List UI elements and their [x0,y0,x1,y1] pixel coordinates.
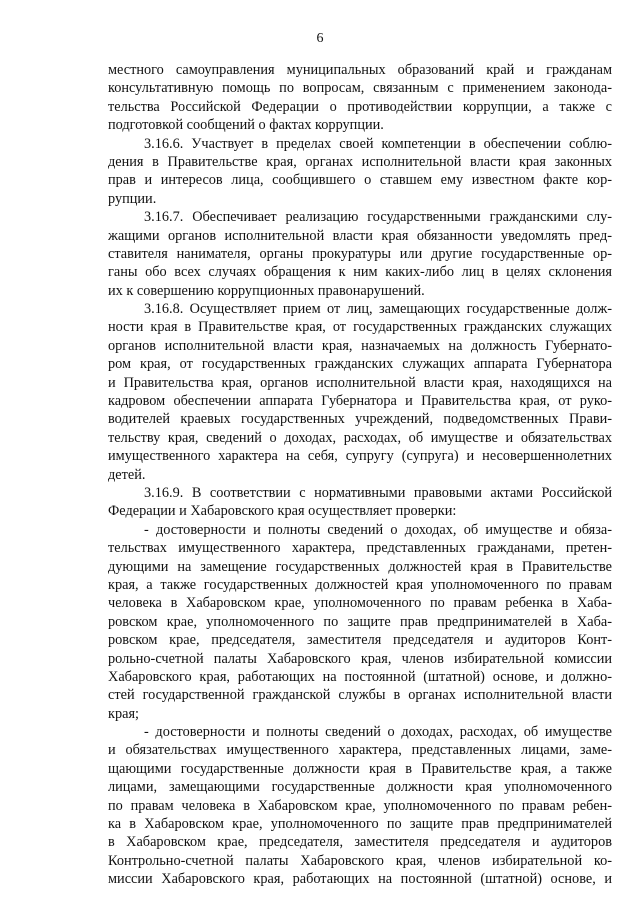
text-line: в Хабаровском крае, председателя, заместителя председателя и аудиторов [108,834,612,851]
text-line: местного самоуправления муниципальных образований край и гражданам [108,62,612,78]
text-line: прав и интересов лица, сообщившего о ставшем ему известном факте кор- [108,172,612,189]
text-line: подготовкой сообщений о фактах коррупции. [108,117,384,134]
text-line: консультативную помощь по вопросам, связанным с применением законода- [108,80,612,97]
text-line: по правам человека в Хабаровском крае, уполномоченного по правам ребен- [108,797,612,814]
text-line: их к совершению коррупционных правонарушений. [108,282,425,299]
text-line: миссии Хабаровского края, работающих на постоянной (штатной) основе, и [108,871,612,888]
text-line: лицами, замещающими государственные должности края уполномоченного [108,779,612,796]
text-line: Федерации и Хабаровского края осуществляет проверки: [108,503,457,520]
text-line: дующими на замещение государственных должностей края в Правительстве [108,558,612,575]
document-body [108,61,612,889]
text-line: - достоверности и полноты сведений о доходах, об имуществе и обяза- [144,521,612,538]
text-line: рольно-счетной палаты Хабаровского края, членов избирательной комиссии [108,650,612,667]
text-line: имущественного характера на себя, супругу (супруга) и несовершеннолетних [108,448,612,465]
text-line: тельству края, сведений о доходах, расходах, об имуществе и обязательствах [108,429,612,446]
text-line: стей государственной гражданской службы в органах исполнительной власти [108,687,612,704]
text-line: и Правительства края, органов исполнительной власти края, находящихся на [108,374,612,391]
text-line: органов исполнительной власти края, назначаемых на должность Губернато- [108,337,612,354]
text-line: 3.16.8. Осуществляет прием от лиц, замещающих государственные долж- [144,301,612,318]
text-line: ставителя нанимателя, органы прокуратуры или другие государственные ор- [108,245,612,262]
text-line: рупции. [108,190,157,207]
text-line: щающими государственные должности края в Правительстве края, а также [108,760,612,777]
text-line: и обязательствах имущественного характера, представленных лицами, заме- [108,742,612,759]
text-line: человека в Хабаровском крае, уполномоченного по правам ребенка в Хаба- [108,595,612,612]
text-line: дения в Правительстве края, органах исполнительной власти края законных [108,153,612,170]
text-line: детей. [108,466,146,483]
text-line: ром края, от государственных гражданских служащих аппарата Губернатора [108,356,612,373]
text-line: водителей краевых государственных учреждений, подведомственных Прави- [108,411,612,428]
text-line: тельствах имущественного характера, представленных гражданами, претен- [108,540,612,557]
text-line: 3.16.7. Обеспечивает реализацию государственными гражданскими слу- [144,209,612,226]
text-line: - достоверности и полноты сведений о доходах, расходах, об имуществе [144,724,612,741]
text-line: 3.16.6. Участвует в пределах своей компетенции в обеспечении соблю- [144,135,612,152]
text-line: кадровом обеспечении аппарата Губернатора и Правительства края, от руко- [108,393,612,410]
text-line: ка в Хабаровском крае, уполномоченного по защите прав предпринимателей [108,816,612,833]
page-number: 6 [316,31,324,46]
text-line: Хабаровского края, работающих на постоянной (штатной) основе, и должно- [108,668,612,685]
text-line: жащими органов исполнительной власти края обязанности уведомлять пред- [108,227,612,244]
text-line: края, а также государственных должностей края уполномоченного по правам [108,576,612,593]
text-line: ровском крае, председателя, заместителя председателя и аудиторов Конт- [108,632,612,649]
text-line: края; [108,705,139,722]
text-line: тельства Российской Федерации о противодействии коррупции, а также с [108,98,612,115]
text-line: Контрольно-счетной палаты Хабаровского края, членов избирательной ко- [108,852,612,869]
text-line: 3.16.9. В соответствии с нормативными правовыми актами Российской [144,484,612,501]
text-line: ровском крае, уполномоченного по защите прав предпринимателей в Хаба- [108,613,612,630]
text-line: ности края в Правительстве края, от государственных гражданских служащих [108,319,612,336]
text-line: ганы обо всех случаях обращения к ним каких-либо лиц в целях склонения [108,264,612,281]
